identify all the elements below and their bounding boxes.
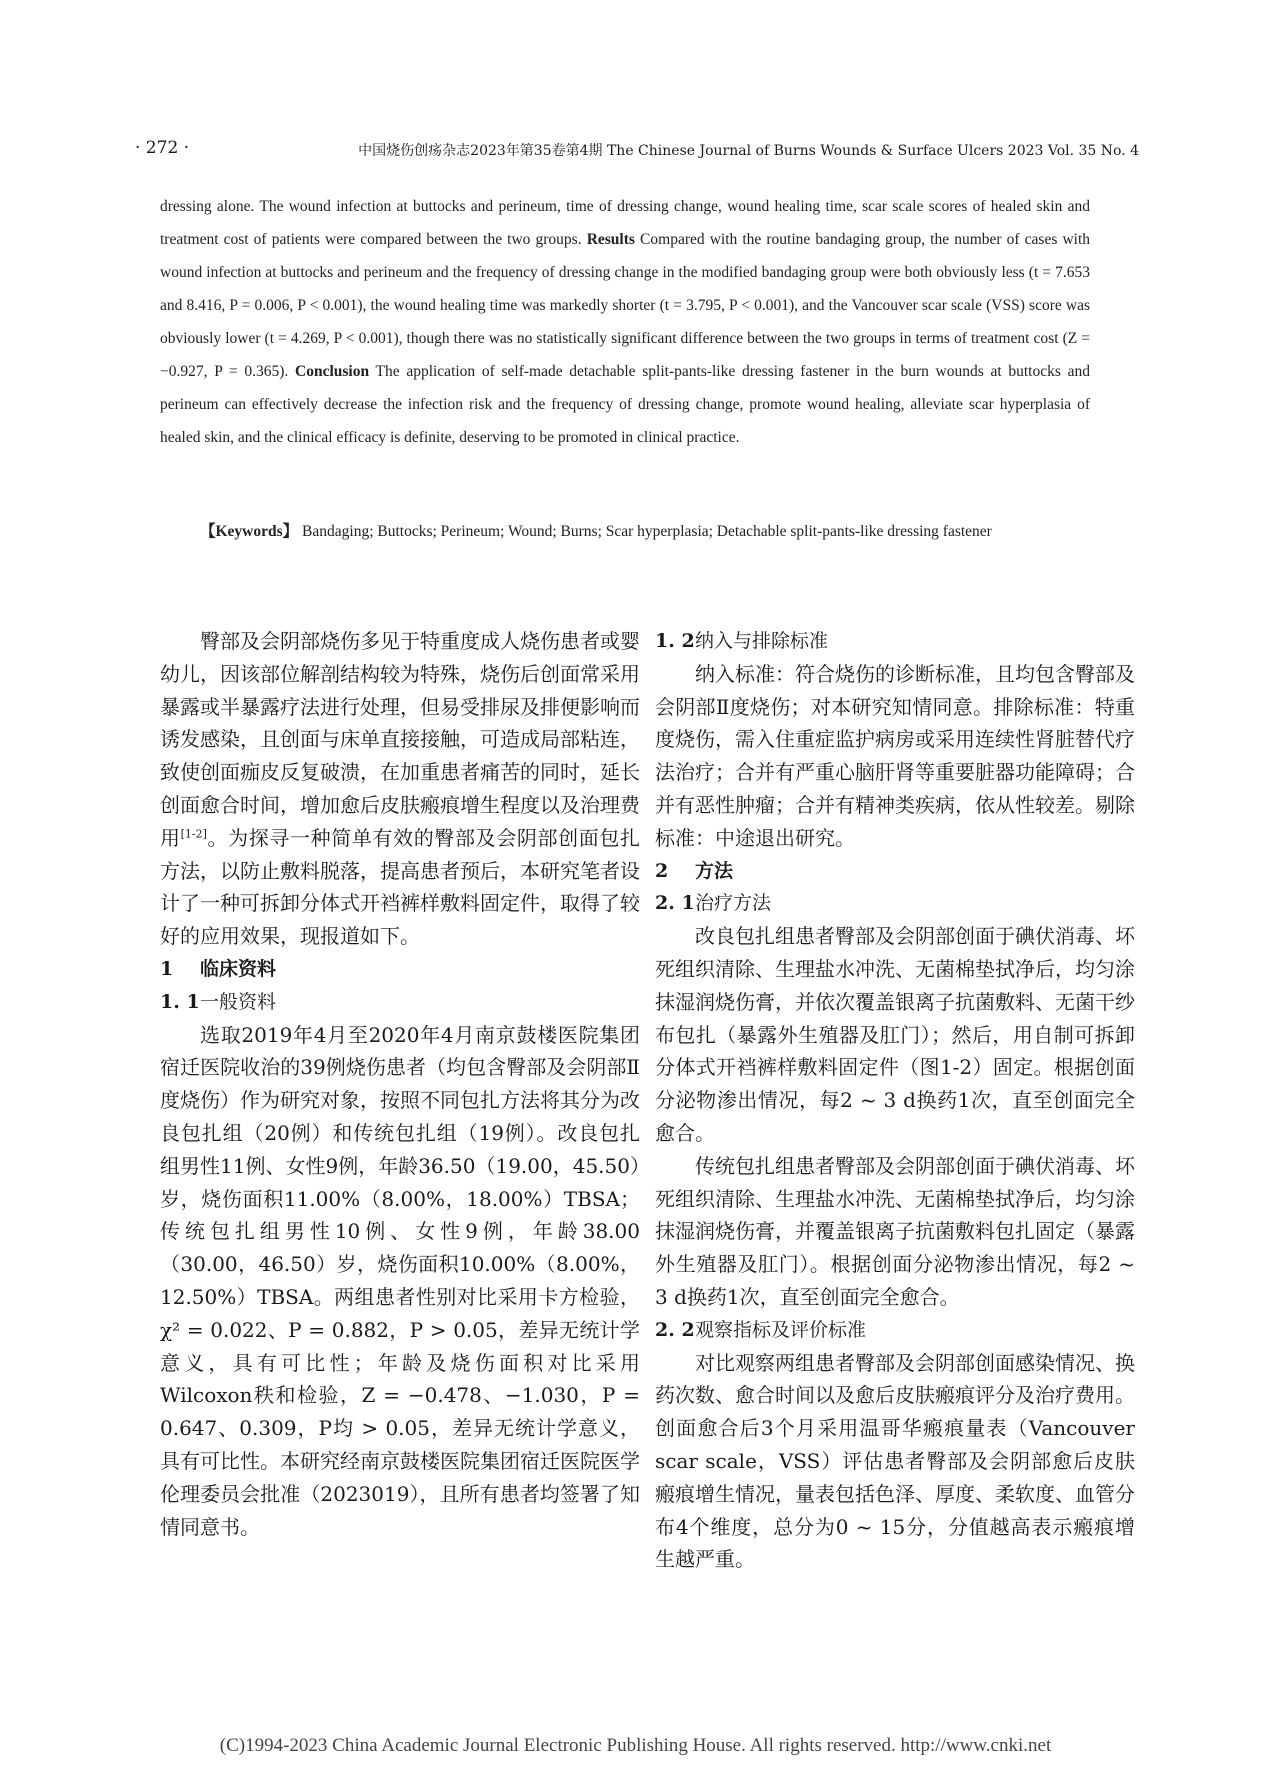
section-heading-1: 1 临床资料 <box>160 957 277 980</box>
modified-group-paragraph: 改良包扎组患者臀部及会阴部创面于碘伏消毒、坏死组织清除、生理盐水冲洗、无菌棉垫拭净后，均匀涂抹湿润烧伤膏，并依次覆盖银离子抗菌敷料、无菌干纱布包扎（暴露外生殖器及肛门）；然后，用自制可拆卸分体式开裆裤样敷料固定件（图1-2）固定。根据创面分泌物渗出情况，每2 ~ 3 d换药1次，直至创面完全愈合。 <box>655 924 1135 1145</box>
keywords <box>160 515 1090 548</box>
routine-group-paragraph: 传统包扎组患者臀部及会阴部创面于碘伏消毒、坏死组织清除、生理盐水冲洗、无菌棉垫拭净后，均匀涂抹湿润烧伤膏，并覆盖银离子抗菌敷料包扎固定（暴露外生殖器及肛门）。根据创面分泌物渗出情况，每2 ~ 3 d换药1次，直至创面完全愈合。 <box>655 1153 1135 1309</box>
running-title: 中国烧伤创疡杂志2023年第35卷第4期 The Chinese Journal of Burns Wounds & Surface Ulcers 2023 Vol. 35 No. 4 <box>358 143 1139 159</box>
conclusion-label: Conclusion <box>295 363 370 380</box>
criteria-paragraph: 纳入标准：符合烧伤的诊断标准，且均包含臀部及会阴部Ⅱ度烧伤；对本研究知情同意。排除标准：特重度烧伤，需入住重症监护病房或采用连续性肾脏替代疗法治疗；合并有严重心脑肝肾等重要脏器功能障碍；合并有恶性肿瘤；合并有精神类疾病，依从性较差。剔除标准：中途退出研究。 <box>655 661 1135 850</box>
citation-ref: [1-2] <box>180 827 207 841</box>
observation-paragraph: 对比观察两组患者臀部及会阴部创面感染情况、换药次数、愈合时间以及愈后皮肤瘢痕评分及治疗费用。创面愈合后3个月采用温哥华瘢痕量表（Vancouver scar scale，VSS）评估患者臀部及会阴部愈后皮肤瘢痕增生情况，量表包括色泽、厚度、柔软度、血管分布4个维度，总分为0 ~ 15分，分值越高表示瘢痕增生越严重。 <box>655 1350 1135 1572</box>
english-abstract <box>160 190 1090 454</box>
keywords-label: 【Keywords】 <box>200 523 299 540</box>
abstract-results: Compared with the routine bandaging group, the number of cases with wound infection at buttocks and perineum and the frequency of dressing change in the modified bandaging group were both obviously less (t = 7.653 and 8.416, P = 0.006, P < 0.001), the wound healing time was markedly shorter (t = 3.795, P < 0.001), and the Vancouver scar scale (VSS) score was obviously lower (t = 4.269, P < 0.001), though there was no statistically significant difference between the two groups in terms of treatment cost (Z = −0.927, P = 0.365). <box>160 231 1091 380</box>
page-number: · 272 · <box>135 138 190 158</box>
introduction-paragraph: 臀部及会阴部烧伤多见于特重度成人烧伤患者或婴幼儿，因该部位解剖结构较为特殊，烧伤后创面常采用暴露或半暴露疗法进行处理，但易受排尿及排便影响而诱发感染，且创面与床单直接接触，可造成局部粘连，致使创面痂皮反复破溃，在加重患者痛苦的同时，延长创面愈合时间，增加愈后皮肤瘢痕增生程度以及治理费用[1-2]。为探寻一种简单有效的臀部及会阴部创面包扎方法，以防止敷料脱落，提高患者预后，本研究笔者设计了一种可拆卸分体式开裆裤样敷料固定件，取得了较好的应用效果，现报道如下。 <box>160 629 641 949</box>
keywords-text: Bandaging; Buttocks; Perineum; Wound; Burns; Scar hyperplasia; Detachable split-pants-like dressing fastener <box>302 523 992 540</box>
abstract-conclusion: The application of self-made detachable split-pants-like dressing fastener in the burn wounds at buttocks and perineum can effectively decrease the infection risk and the frequency of dressing change, promote wound healing, alleviate scar hyperplasia of healed skin, and the clinical efficacy is definite, deserving to be promoted in clinical practice. <box>160 363 1090 446</box>
section-heading-2-2: 2. 2观察指标及评价标准 <box>655 1318 867 1341</box>
copyright-footer: (C)1994-2023 China Academic Journal Electronic Publishing House. All rights reserved. http://www.cnki.net <box>219 1735 1052 1756</box>
abstract-methods-tail: dressing alone. The wound infection at buttocks and perineum, time of dressing change, wound healing time, scar scale scores of healed skin and treatment cost of patients were compared between the two groups. <box>160 198 1090 248</box>
section-heading-2: 2 方法 <box>655 859 734 882</box>
left-column <box>160 625 640 1543</box>
section-heading-2-1: 2. 1治疗方法 <box>655 892 772 915</box>
page-header <box>135 138 1139 166</box>
section-heading-1-1: 1. 1一般资料 <box>160 990 277 1013</box>
results-label: Results <box>586 231 635 248</box>
section-heading-1-2: 1. 2纳入与排除标准 <box>655 630 829 652</box>
general-data-paragraph: 选取2019年4月至2020年4月南京鼓楼医院集团宿迁医院收治的39例烧伤患者（均包含臀部及会阴部Ⅱ度烧伤）作为研究对象，按照不同包扎方法将其分为改良包扎组（20例）和传统包扎组（19例）。改良包扎组男性11例、女性9例，年龄36.50（19.00，45.50）岁，烧伤面积11.00%（8.00%，18.00%）TBSA；传统包扎组男性10例、女性9例，年龄38.00（30.00，46.50）岁，烧伤面积10.00%（8.00%，12.50%）TBSA。两组患者性别对比采用卡方检验，χ² = 0.022、P = 0.882，P > 0.05，差异无统计学意义，具有可比性；年龄及烧伤面积对比采用Wilcoxon秩和检验，Z = −0.478、−1.030，P = 0.647、0.309，P均 > 0.05，差异无统计学意义，具有可比性。本研究经南京鼓楼医院集团宿迁医院医学伦理委员会批准（2023019），且所有患者均签署了知情同意书。 <box>160 1022 640 1539</box>
right-column <box>655 625 1135 1576</box>
